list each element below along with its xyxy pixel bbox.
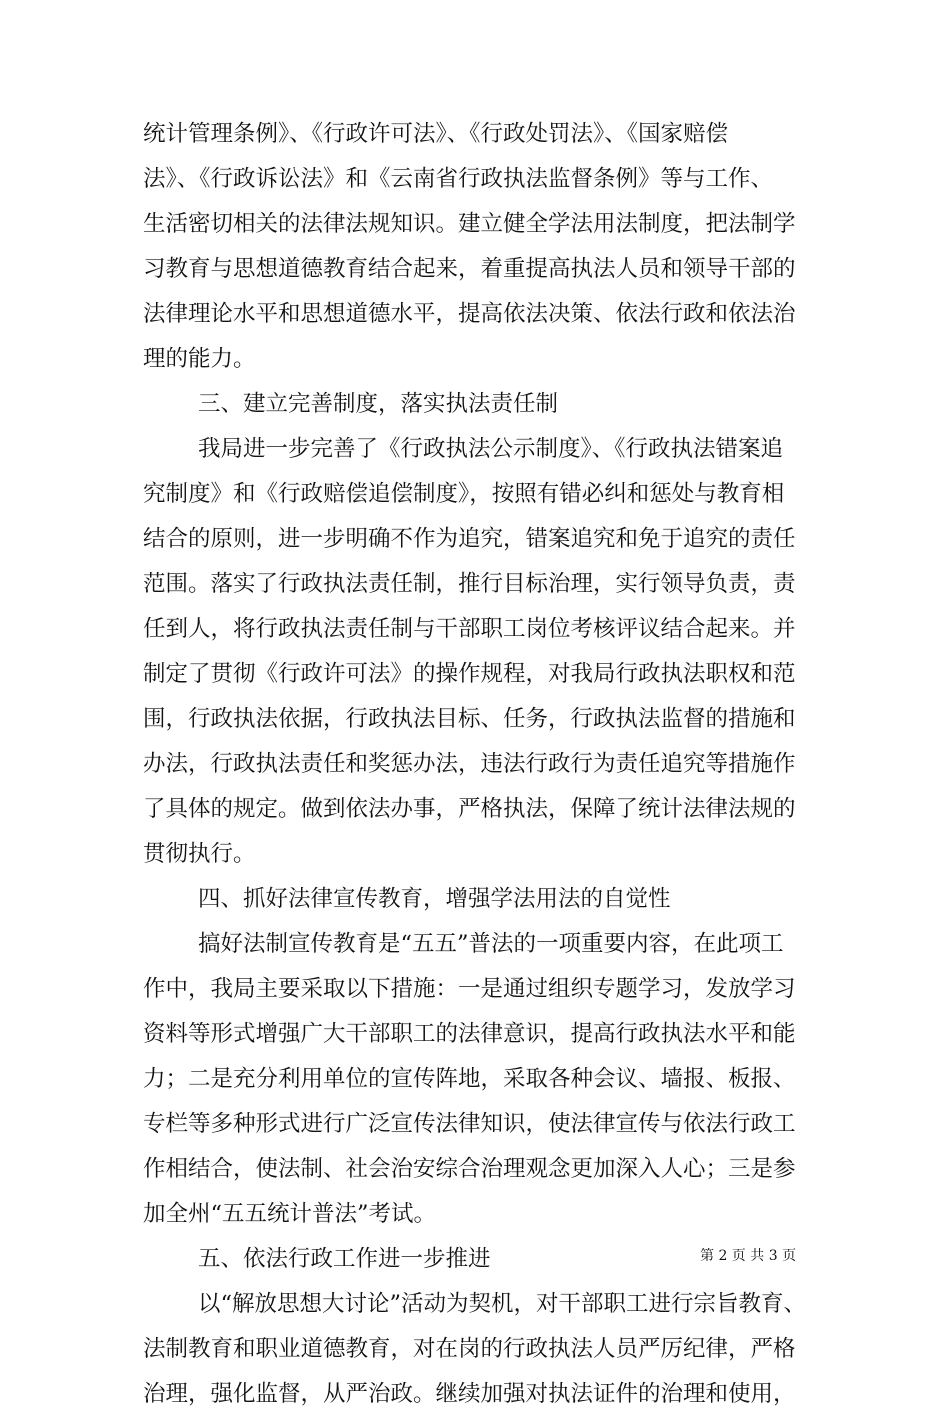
body-line: 作中，我局主要采取以下措施：一是通过组织专题学习，发放学习 (143, 976, 796, 1002)
body-line: 法》、《行政诉讼法》和《云南省行政执法监督条例》等与工作、 (143, 166, 774, 192)
body-line: 任到人，将行政执法责任制与干部职工岗位考核评议结合起来。并 (143, 616, 796, 642)
body-line: 究制度》和《行政赔偿追偿制度》，按照有错必纠和惩处与教育相 (143, 481, 785, 507)
body-line: 力；二是充分利用单位的宣传阵地，采取各种会议、墙报、板报、 (143, 1066, 796, 1092)
body-line: 围，行政执法依据，行政执法目标、任务，行政执法监督的措施和 (143, 706, 796, 732)
section-heading-5: 五、依法行政工作进一步推进 (198, 1246, 491, 1272)
paragraph-first-line: 我局进一步完善了《行政执法公示制度》、《行政执法错案追 (198, 436, 784, 462)
document-body (143, 112, 819, 1417)
body-line: 结合的原则，进一步明确不作为追究，错案追究和免于追究的责任 (143, 526, 796, 552)
paragraph-first-line: 以“解放思想大讨论”活动为契机，对干部职工进行宗旨教育、 (198, 1291, 807, 1317)
body-line: 了具体的规定。做到依法办事，严格执法，保障了统计法律法规的 (143, 796, 796, 822)
body-line: 治理，强化监督，从严治政。继续加强对执法证件的治理和使用， (143, 1381, 796, 1407)
body-line: 办法，行政执法责任和奖惩办法，违法行政行为责任追究等措施作 (143, 751, 796, 777)
paragraph-first-line: 搞好法制宣传教育是“五五”普法的一项重要内容，在此项工 (198, 931, 784, 957)
body-line: 法律理论水平和思想道德水平，提高依法决策、依法行政和依法治 (143, 301, 796, 327)
body-line: 理的能力。 (143, 346, 256, 372)
body-line: 习教育与思想道德教育结合起来，着重提高执法人员和领导干部的 (143, 256, 796, 282)
body-line: 范围。落实了行政执法责任制，推行目标治理，实行领导负责，责 (143, 571, 796, 597)
section-heading-3: 三、建立完善制度，落实执法责任制 (198, 391, 559, 417)
body-line: 专栏等多种形式进行广泛宣传法律知识，使法律宣传与依法行政工 (143, 1111, 796, 1137)
body-line: 作相结合，使法制、社会治安综合治理观念更加深入人心；三是参 (143, 1156, 796, 1182)
page-number: 第 2 页 共 3 页 (700, 1248, 797, 1264)
body-line: 制定了贯彻《行政许可法》的操作规程，对我局行政执法职权和范 (143, 661, 796, 687)
body-line: 统计管理条例》、《行政许可法》、《行政处罚法》、《国家赔偿 (143, 121, 729, 147)
body-line: 加全州“五五统计普法”考试。 (143, 1201, 437, 1227)
body-line: 资料等形式增强广大干部职工的法律意识，提高行政执法水平和能 (143, 1021, 796, 1047)
section-heading-4: 四、抓好法律宣传教育，增强学法用法的自觉性 (198, 886, 671, 912)
body-line: 法制教育和职业道德教育，对在岗的行政执法人员严厉纪律，严格 (143, 1336, 796, 1362)
body-line: 贯彻执行。 (143, 841, 256, 867)
body-line: 生活密切相关的法律法规知识。建立健全学法用法制度，把法制学 (143, 211, 796, 237)
